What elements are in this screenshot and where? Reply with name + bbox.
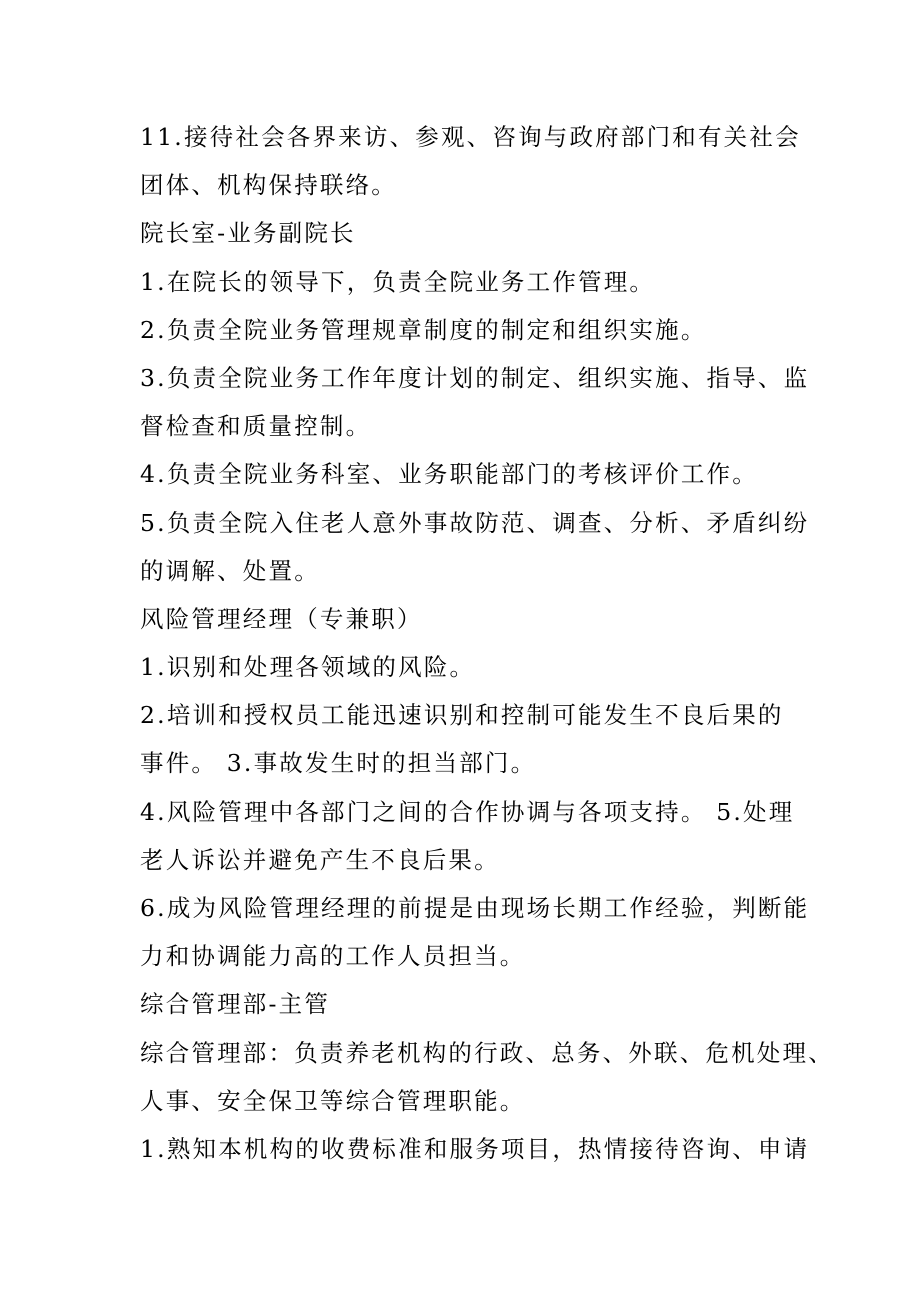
text-line: 1.在院长的领导下，负责全院业务工作管理。 — [140, 267, 656, 296]
text-line: 4.风险管理中各部门之间的合作协调与各项支持。 5.处理 — [140, 797, 795, 826]
text-line: 1.识别和处理各领域的风险。 — [140, 653, 476, 682]
text-line: 综合管理部：负责养老机构的行政、总务、外联、危机处理、 — [140, 1038, 834, 1067]
text-line: 6.成为风险管理经理的前提是由现场长期工作经验，判断能 — [140, 894, 810, 922]
section-heading: 综合管理部-主管 — [140, 990, 331, 1019]
text-line: 团体、机构保持联络。 — [140, 171, 397, 200]
text-line: 督检查和质量控制。 — [140, 412, 372, 441]
text-line: 人事、安全保卫等综合管理职能。 — [140, 1086, 526, 1115]
text-line: 2.负责全院业务管理规章制度的制定和组织实施。 — [140, 315, 707, 344]
text-line: 4.负责全院业务科室、业务职能部门的考核评价工作。 — [140, 460, 758, 489]
text-line: 11.接待社会各界来访、参观、咨询与政府部门和有关社会 — [140, 123, 801, 151]
text-line: 2.培训和授权员工能迅速识别和控制可能发生不良后果的 — [140, 701, 784, 730]
document-body — [140, 113, 834, 1173]
text-line: 老人诉讼并避免产生不良后果。 — [140, 845, 500, 874]
text-line: 3.负责全院业务工作年度计划的制定、组织实施、指导、监 — [140, 363, 810, 392]
section-heading: 院长室-业务副院长 — [140, 219, 356, 248]
section-heading: 风险管理经理（专兼职） — [140, 604, 423, 633]
text-line: 事件。 3.事故发生时的担当部门。 — [140, 749, 537, 778]
text-line: 1.熟知本机构的收费标准和服务项目，热情接待咨询、申请 — [140, 1134, 810, 1163]
text-line: 力和协调能力高的工作人员担当。 — [140, 942, 526, 971]
text-line: 5.负责全院入住老人意外事故防范、调查、分析、矛盾纠纷 — [140, 508, 810, 537]
text-line: 的调解、处置。 — [140, 556, 320, 585]
